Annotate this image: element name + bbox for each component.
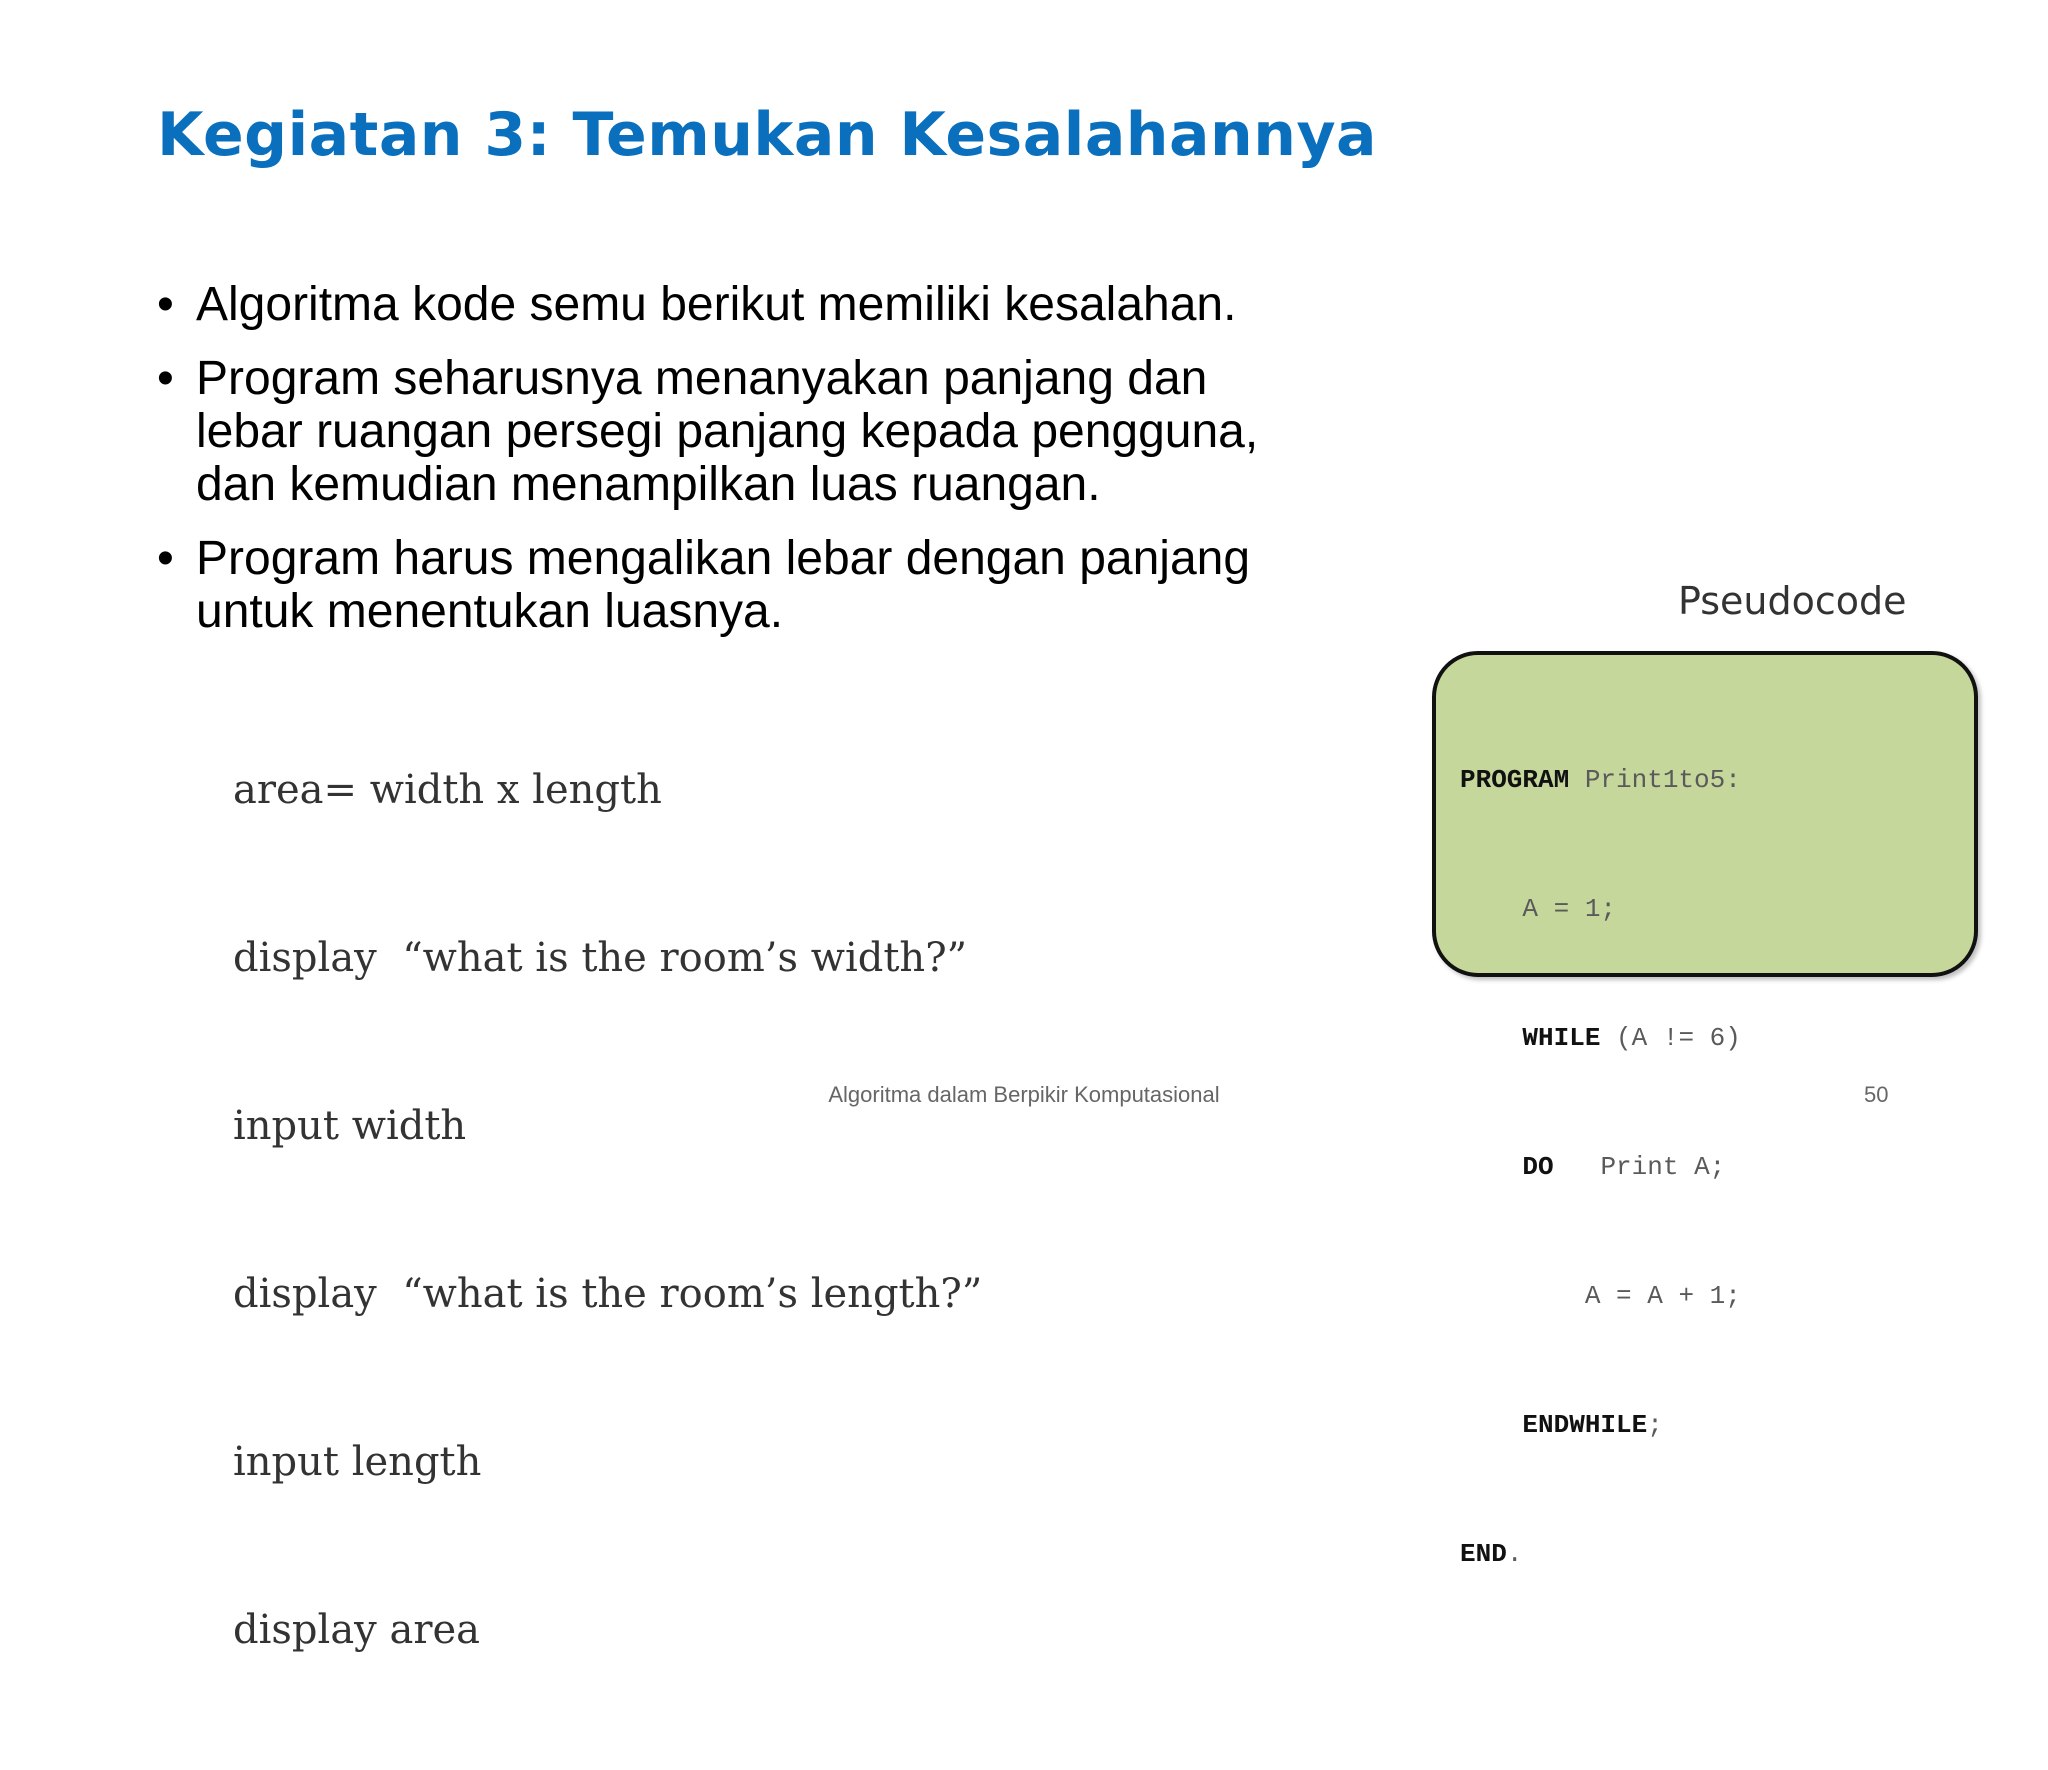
footer-text: Algoritma dalam Berpikir Komputasional — [828, 1082, 1220, 1107]
pseudocode-line — [1460, 1146, 1741, 1189]
pseudocode-keyword: WHILE — [1522, 1023, 1601, 1053]
bullet-dot: • — [157, 278, 174, 331]
code-line: input width — [233, 1103, 467, 1149]
code-line: area= width x length — [233, 767, 662, 813]
bullet-list — [157, 278, 1357, 659]
slide-title: Kegiatan 3: Temukan Kesalahannya — [157, 100, 1378, 170]
code-line: display area — [233, 1607, 480, 1653]
pseudocode-line — [1460, 1017, 1741, 1060]
code-line: display “what is the room’s width?” — [233, 935, 968, 981]
bullet-item — [157, 532, 1357, 638]
pseudocode-text: Print A; — [1553, 1152, 1726, 1182]
pseudocode-text: A = 1; — [1522, 894, 1617, 924]
bullet-line: Program seharusnya menanyakan panjang dan — [196, 352, 1208, 405]
pseudocode-lines — [1460, 673, 1741, 1662]
bullet-dot: • — [157, 532, 174, 585]
bullet-line: untuk menentukan luasnya. — [196, 585, 784, 638]
pseudocode-indent — [1460, 1281, 1585, 1311]
pseudocode-line — [1460, 759, 1741, 802]
pseudocode-label: Pseudocode — [1678, 579, 1907, 623]
bullet-item — [157, 278, 1357, 331]
pseudocode-text: (A != 6) — [1600, 1023, 1741, 1053]
pseudocode-indent — [1460, 1023, 1522, 1053]
bullet-item — [157, 352, 1357, 511]
pseudocode-indent — [1460, 1410, 1522, 1440]
code-block — [233, 650, 982, 1770]
bullet-line: dan kemudian menampilkan luas ruangan. — [196, 458, 1101, 511]
pseudocode-line — [1460, 1275, 1741, 1318]
pseudocode-line — [1460, 1533, 1741, 1576]
pseudocode-text: A = A + 1; — [1584, 1281, 1741, 1311]
pseudocode-indent — [1460, 1152, 1522, 1182]
pseudocode-text: Print1to5: — [1569, 765, 1741, 795]
pseudocode-keyword: END — [1460, 1539, 1507, 1569]
pseudocode-keyword: PROGRAM — [1460, 765, 1570, 795]
pseudocode-text: . — [1506, 1539, 1523, 1569]
code-line: display “what is the room’s length?” — [233, 1271, 983, 1317]
bullet-line: Algoritma kode semu berikut memiliki kesalahan. — [196, 278, 1237, 331]
bullet-line: Program harus mengalikan lebar dengan panjang — [196, 532, 1251, 585]
code-line: input length — [233, 1439, 482, 1485]
bullet-dot: • — [157, 352, 174, 405]
pseudocode-keyword: ENDWHILE — [1522, 1410, 1648, 1440]
pseudocode-line — [1460, 1404, 1741, 1447]
pseudocode-keyword: DO — [1522, 1152, 1554, 1182]
pseudocode-text: ; — [1647, 1410, 1663, 1440]
pseudocode-indent — [1460, 894, 1522, 924]
pseudocode-line — [1460, 888, 1741, 931]
bullet-line: lebar ruangan persegi panjang kepada pengguna, — [196, 405, 1259, 458]
page-number: 50 — [1864, 1082, 1889, 1107]
